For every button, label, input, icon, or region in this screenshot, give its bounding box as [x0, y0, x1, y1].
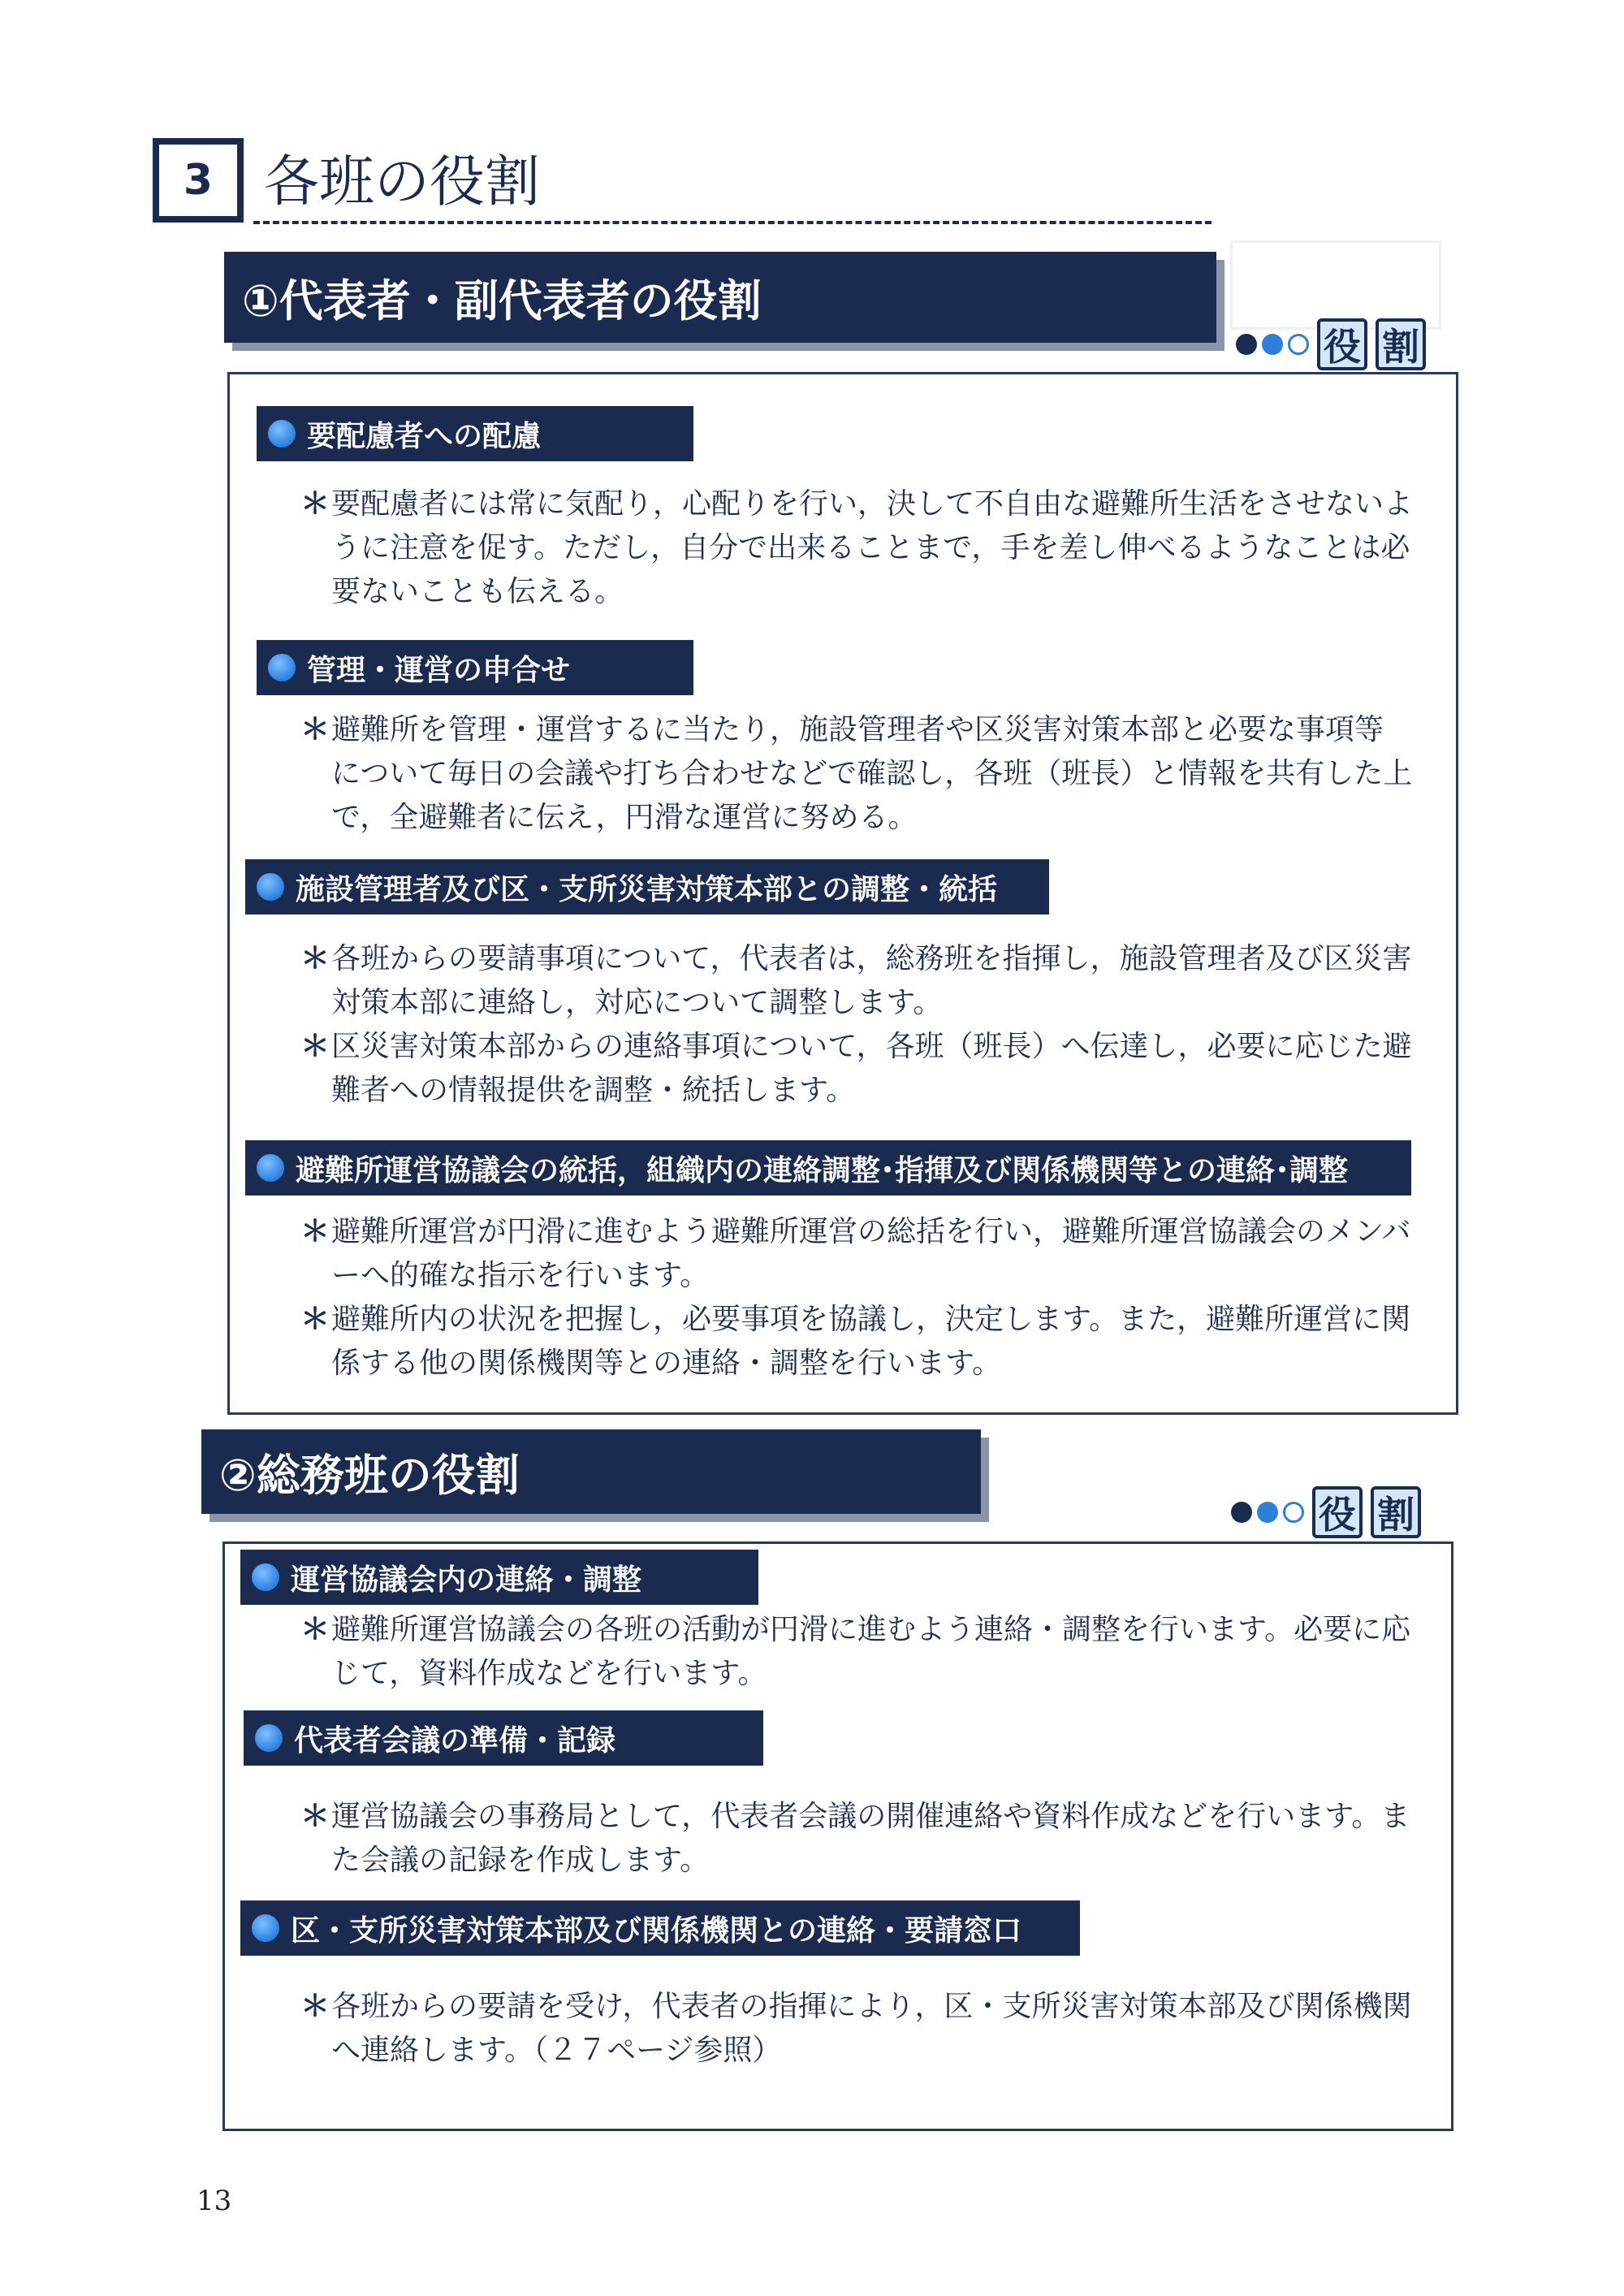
subsection-heading: 避難所運営協議会の統括，組織内の連絡調整･指揮及び関係機関等との連絡･調整: [245, 1140, 1411, 1196]
subsection-heading: 運営協議会内の連絡・調整: [240, 1550, 758, 1605]
subsection-heading: 区・支所災害対策本部及び関係機関との連絡・要請窓口: [240, 1900, 1080, 1956]
list-item: ＊運営協議会の事務局として，代表者会議の開催連絡や資料作成などを行います。また会議の記録を作成します。: [300, 1800, 1410, 1877]
page-number: 13: [197, 2185, 232, 2217]
role-tag-char: 役: [1312, 1486, 1363, 1538]
chapter-underline: [253, 221, 1212, 224]
section-title-2: ②総務班の役割: [219, 1449, 520, 1501]
dot-filled-icon: [1236, 334, 1257, 355]
list-item: ＊各班からの要請を受け，代表者の指揮により，区・支所災害対策本部及び関係機関へ連絡します。（２７ページ参照）: [300, 1990, 1412, 2067]
role-tag-2: [1231, 1486, 1421, 1538]
subsection-heading: 要配慮者への配慮: [257, 406, 693, 461]
role-tag-char: 役: [1317, 318, 1367, 370]
section-title-1: ①代表者・副代表者の役割: [242, 275, 762, 326]
section-banner-2: [201, 1429, 981, 1514]
subsection-body: [300, 1795, 1421, 1883]
list-item: ＊要配慮者には常に気配り，心配りを行い，決して不自由な避難所生活をさせないように注意を促す。ただし，自分で出来ることまで，手を差し伸べるようなことは必要ないことも伝える。: [300, 487, 1414, 608]
chapter-title: 各班の役割: [264, 150, 541, 214]
dot-outline-icon: [1288, 334, 1309, 355]
blue-bullet-icon: [252, 1914, 279, 1942]
list-item: ＊区災害対策本部からの連絡事項について，各班（班長）へ伝達し，必要に応じた避難者への情報提供を調整・統括します。: [300, 1030, 1412, 1107]
dot-blue-icon: [1262, 334, 1283, 355]
role-tag-char: 割: [1371, 1486, 1421, 1538]
chapter-number: 3: [183, 156, 214, 205]
role-tag-1: [1236, 318, 1426, 370]
dot-outline-icon: [1283, 1502, 1304, 1523]
subsection-body: [300, 937, 1413, 1113]
list-item: ＊避難所運営が円滑に進むよう避難所運営の総括を行い，避難所運営協議会のメンバーへ的確な指示を行います。: [300, 1215, 1411, 1292]
subsection-body: [300, 482, 1437, 614]
subsection-body: [300, 1985, 1421, 2073]
decorative-box: [1230, 240, 1441, 330]
subsection-body: [300, 708, 1413, 840]
section-banner-1: [224, 252, 1216, 343]
subsection-body: [300, 1210, 1421, 1386]
blue-bullet-icon: [257, 873, 284, 901]
role-tag-char: 割: [1376, 318, 1426, 370]
blue-bullet-icon: [255, 1724, 283, 1752]
blue-bullet-icon: [257, 1154, 284, 1182]
chapter-number-box: [153, 138, 244, 223]
dot-filled-icon: [1231, 1502, 1252, 1523]
subsection-heading: 代表者会議の準備・記録: [244, 1710, 763, 1766]
blue-bullet-icon: [268, 420, 296, 448]
list-item: ＊避難所を管理・運営するに当たり，施設管理者や区災害対策本部と必要な事項等について毎日の会議や打ち合わせなどで確認し，各班（班長）と情報を共有した上で，全避難者に伝え，円滑な運営に努める。: [300, 713, 1413, 834]
subsection-heading: 施設管理者及び区・支所災害対策本部との調整・統括: [245, 859, 1049, 915]
list-item: ＊避難所運営協議会の各班の活動が円滑に進むよう連絡・調整を行います。必要に応じて，資料作成などを行います。: [300, 1613, 1411, 1690]
blue-bullet-icon: [268, 654, 296, 681]
subsection-heading: 管理・運営の申合せ: [257, 640, 693, 695]
list-item: ＊避難所内の状況を把握し，必要事項を協議し，決定します。また，避難所運営に関係する他の関係機関等との連絡・調整を行います。: [300, 1303, 1411, 1380]
blue-bullet-icon: [252, 1563, 279, 1591]
subsection-body: [300, 1608, 1421, 1696]
dot-blue-icon: [1257, 1502, 1278, 1523]
list-item: ＊各班からの要請事項について，代表者は，総務班を指揮し，施設管理者及び区災害対策本部に連絡し，対応について調整します。: [300, 942, 1412, 1019]
